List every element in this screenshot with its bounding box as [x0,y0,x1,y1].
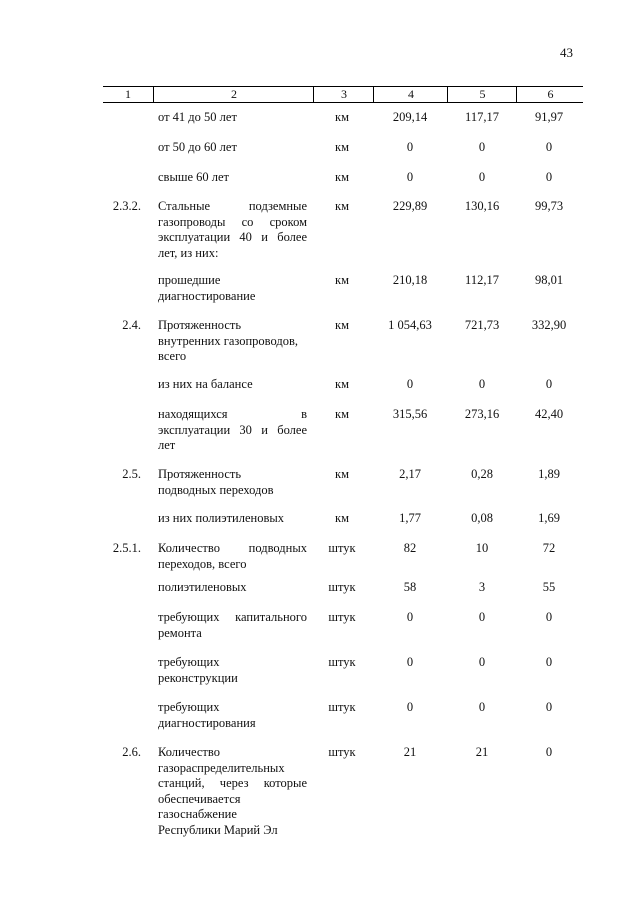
row-name-line: прошедшие [158,273,221,287]
row-value-col6: 0 [545,140,553,154]
row-name-line: полиэтиленовых [158,580,247,594]
row-value-col6: 0 [545,377,553,391]
row-name-line: лет [158,438,176,452]
row-value-col6: 0 [545,170,553,184]
row-unit: км [335,110,349,124]
row-value-col6: 0 [545,745,553,759]
row-value-col4: 0 [406,700,414,714]
row-name-line: требующих [158,655,220,669]
row-name-line: станций, через которые [158,776,307,790]
row-name [158,541,307,572]
header-col-4: 4 [373,87,448,102]
row-name [158,377,307,393]
row-name-line: всего [158,349,187,363]
row-name-line: диагностирования [158,715,256,730]
row-name-line: газопроводы со сроком [158,214,307,229]
row-value-col5: 0 [478,700,486,714]
row-name [158,655,307,686]
row-value-col5: 112,17 [465,273,499,287]
row-name [158,318,307,365]
row-name [158,700,307,731]
row-value-col5: 721,73 [464,318,500,332]
row-name-line: Количество подводных [158,541,307,555]
row-value-col5: 0 [478,170,486,184]
row-name [158,511,307,527]
row-name [158,407,307,454]
row-number: 2.3.2. [112,199,141,213]
row-value-col4: 2,17 [399,467,421,481]
row-value-col6: 1,69 [538,511,560,525]
row-name [158,170,307,186]
table-header [103,86,583,103]
row-unit: штук [328,700,356,714]
row-value-col6: 1,89 [538,467,560,481]
row-value-col6: 55 [542,580,556,594]
row-name-line: реконструкции [158,670,238,685]
row-value-col4: 1,77 [399,511,421,525]
row-value-col5: 130,16 [464,199,500,213]
row-name-line: газоснабжение [158,807,237,821]
row-name-line: Протяженность [158,318,242,332]
row-value-col6: 72 [542,541,556,555]
row-name [158,199,307,261]
row-value-col5: 0 [478,377,486,391]
row-value-col6: 0 [545,610,553,624]
row-unit: км [335,467,349,481]
row-name-line: эксплуатации 40 и более [158,230,307,244]
page-number: 43 [560,45,573,60]
row-value-col5: 117,17 [465,110,499,124]
row-name-line: Количество [158,745,220,759]
row-number: 2.6. [122,745,141,759]
row-name [158,110,307,126]
row-value-col4: 21 [403,745,417,759]
row-value-col4: 1 054,63 [388,318,432,332]
row-value-col4: 315,56 [392,407,428,421]
row-unit: штук [328,580,356,594]
row-number: 2.4. [122,318,141,332]
row-name-line: эксплуатации 30 и более [158,422,307,437]
row-value-col6: 0 [545,655,553,669]
row-name [158,273,307,304]
row-name-line: требующих [158,700,220,714]
row-name [158,140,307,156]
row-value-col5: 0 [478,610,486,624]
row-value-col5: 10 [475,541,489,555]
row-value-col5: 273,16 [464,407,500,421]
row-name-line: от 41 до 50 лет [158,110,237,124]
row-value-col4: 0 [406,140,414,154]
row-name-line: от 50 до 60 лет [158,140,237,154]
row-name-line: подводных переходов [158,482,274,497]
header-col-6: 6 [516,87,584,102]
header-col-1: 1 [125,87,131,101]
row-value-col4: 58 [403,580,417,594]
row-value-col4: 0 [406,170,414,184]
row-name [158,467,307,498]
row-value-col5: 0 [478,655,486,669]
row-name-line: из них на балансе [158,377,253,391]
row-value-col6: 99,73 [534,199,564,213]
row-name-line: ремонта [158,625,202,640]
row-name-line: находящихся в [158,407,307,421]
row-name [158,745,307,838]
row-number: 2.5.1. [112,541,141,555]
row-value-col5: 21 [475,745,489,759]
row-value-col4: 210,18 [392,273,428,287]
row-unit: км [335,377,349,391]
row-unit: км [335,511,349,525]
row-name-line: требующих капитального [158,610,307,624]
row-unit: штук [328,745,356,759]
row-value-col4: 0 [406,655,414,669]
row-value-col4: 82 [403,541,417,555]
row-unit: км [335,273,349,287]
row-name-line: лет, из них: [158,245,219,260]
row-name [158,580,307,596]
row-value-col4: 0 [406,377,414,391]
row-name-line: Протяженность [158,467,242,481]
row-unit: штук [328,610,356,624]
row-name-line: Республики Марий Эл [158,822,278,837]
row-name-line: переходов, всего [158,556,247,571]
row-value-col5: 3 [478,580,486,594]
header-col-3: 3 [313,87,374,102]
row-value-col5: 0,08 [471,511,493,525]
row-value-col5: 0,28 [471,467,493,481]
row-value-col5: 0 [478,140,486,154]
row-name-line: свыше 60 лет [158,170,230,184]
row-unit: штук [328,541,356,555]
row-unit: км [335,140,349,154]
row-number: 2.5. [122,467,141,481]
row-value-col4: 229,89 [392,199,428,213]
row-unit: км [335,170,349,184]
row-unit: км [335,318,349,332]
row-value-col6: 332,90 [531,318,567,332]
row-value-col6: 42,40 [534,407,564,421]
row-value-col4: 0 [406,610,414,624]
row-value-col6: 91,97 [534,110,564,124]
row-name-line: газораспределительных [158,760,285,775]
row-unit: штук [328,655,356,669]
header-col-2: 2 [153,87,314,102]
row-value-col6: 98,01 [534,273,564,287]
row-unit: км [335,407,349,421]
row-value-col4: 209,14 [392,110,428,124]
row-name-line: диагностирование [158,288,256,303]
row-name-line: Стальные подземные [158,199,307,213]
row-name [158,610,307,641]
row-unit: км [335,199,349,213]
row-name-line: обеспечивается [158,791,241,806]
header-col-5: 5 [447,87,517,102]
row-name-line: из них полиэтиленовых [158,511,285,525]
row-value-col6: 0 [545,700,553,714]
row-name-line: внутренних газопроводов, [158,333,299,348]
